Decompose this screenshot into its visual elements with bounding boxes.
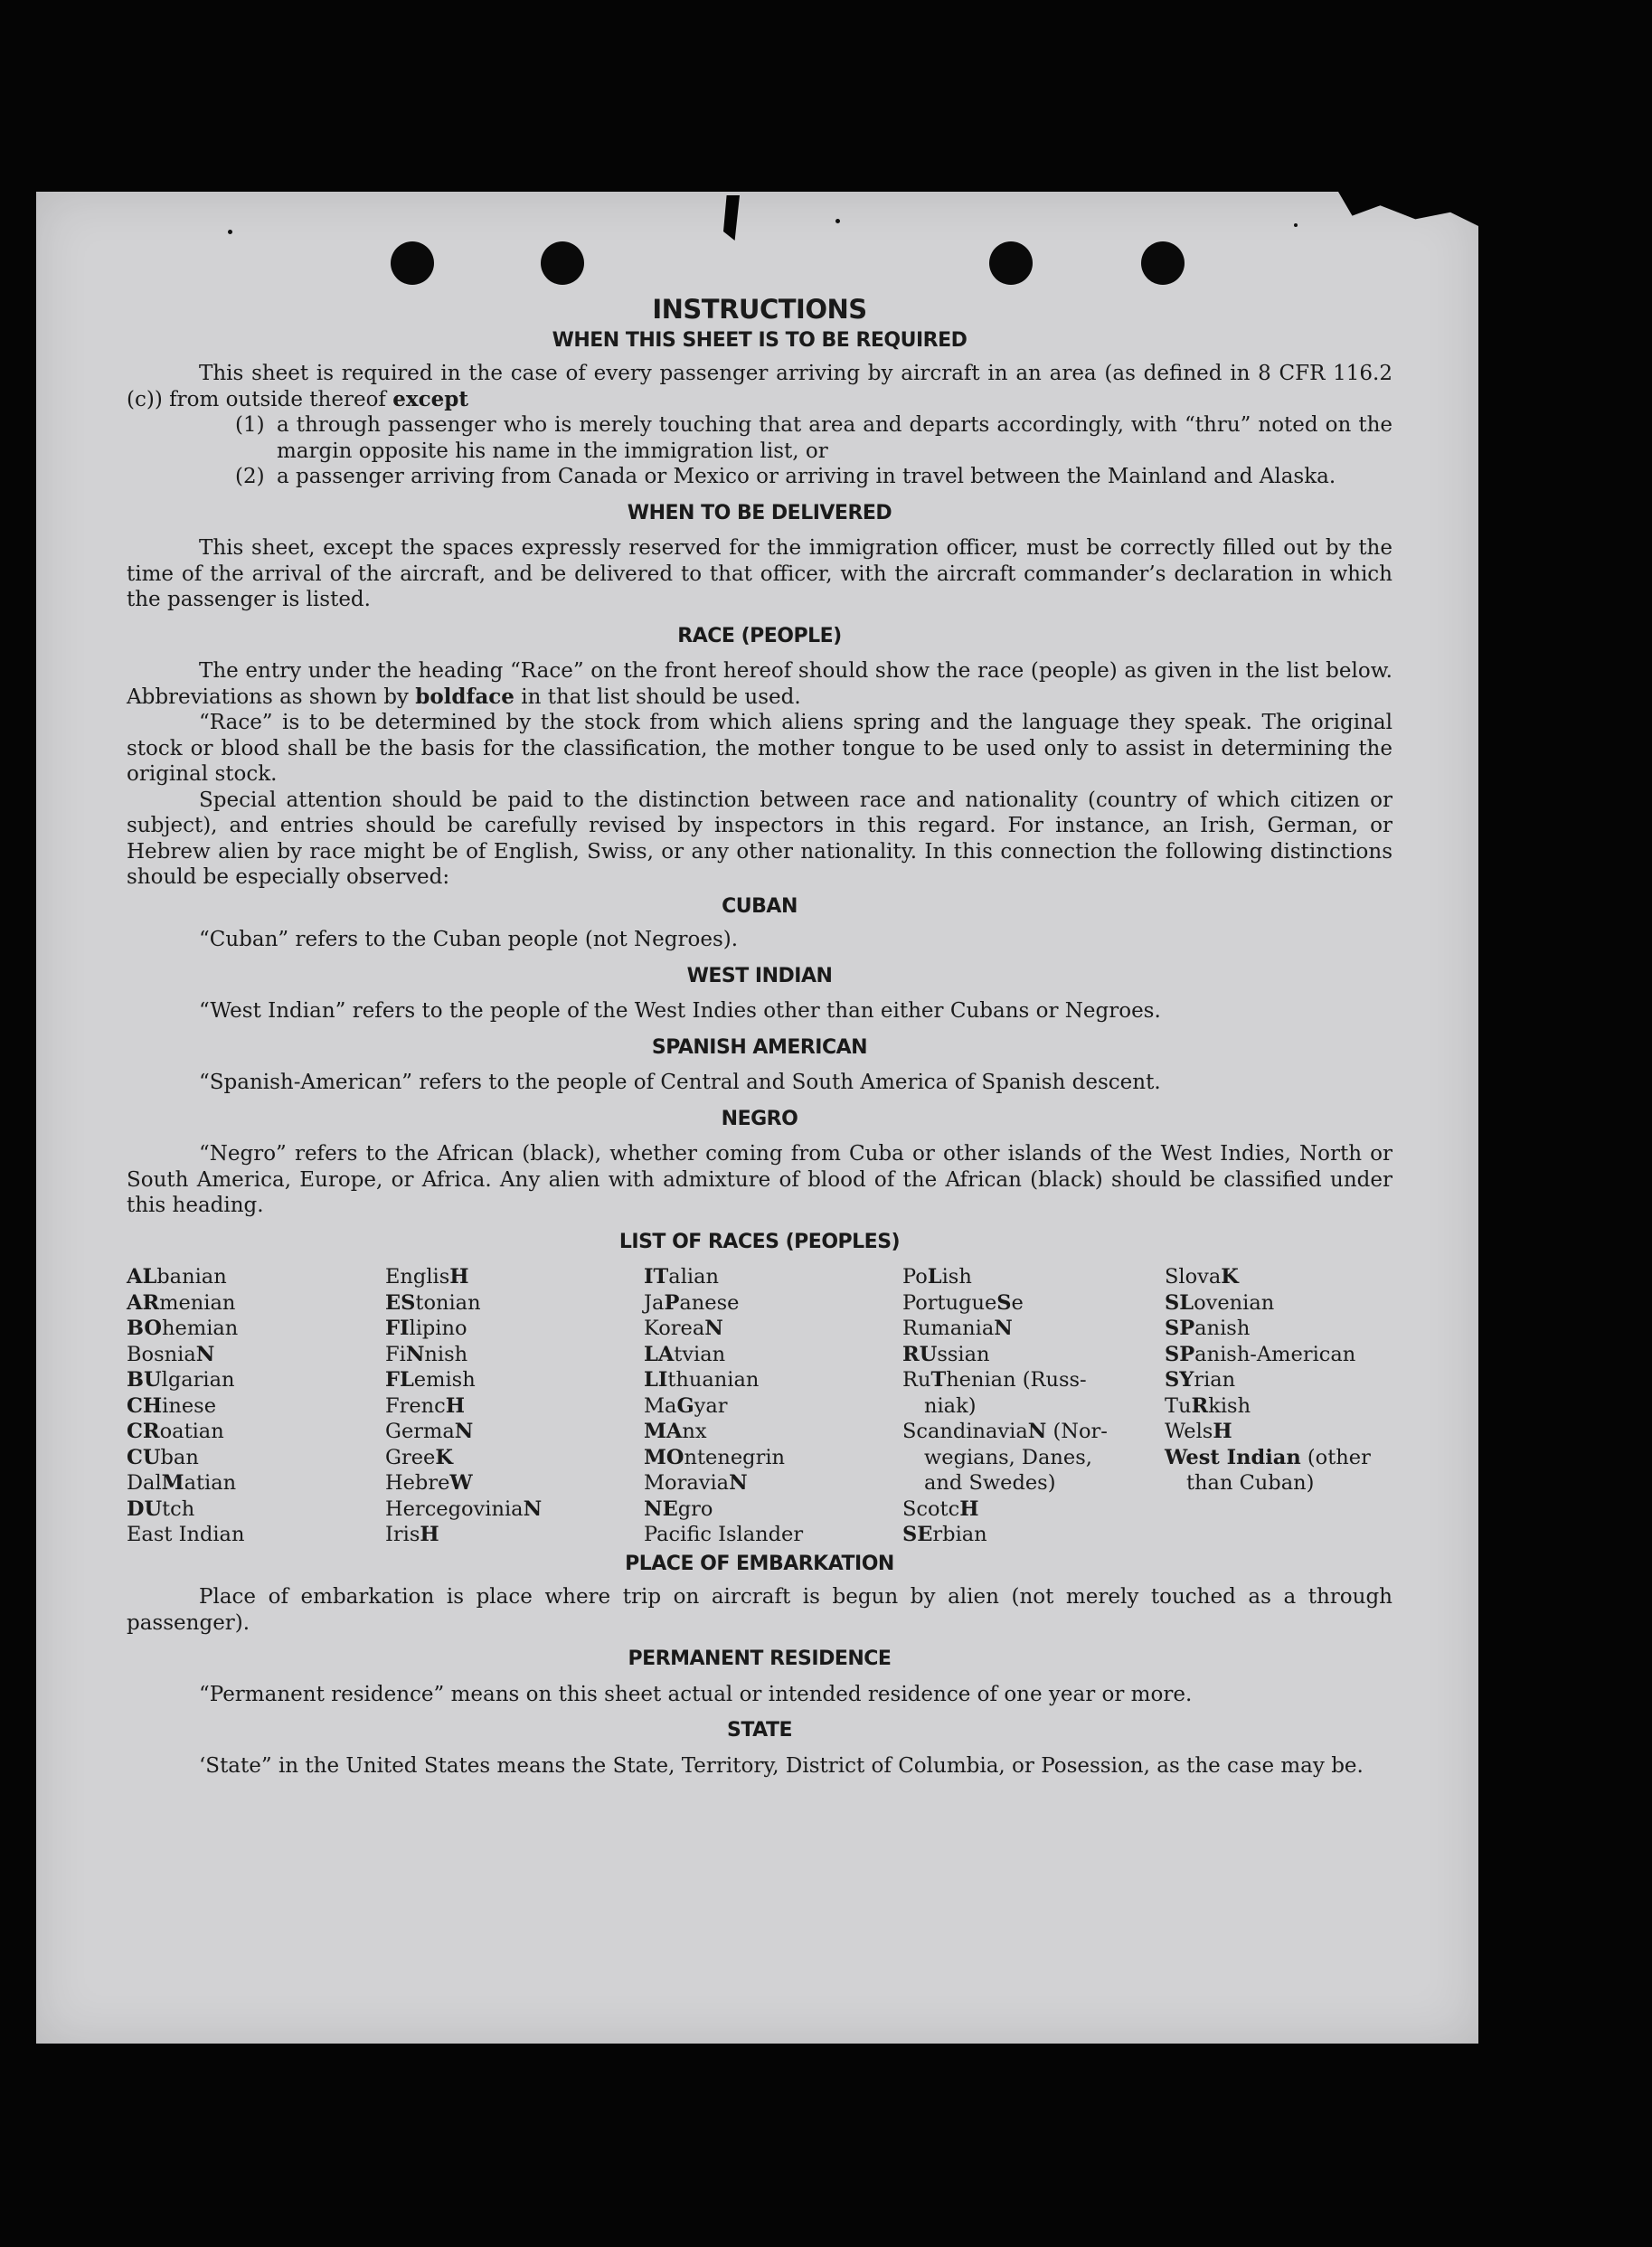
race-entry: BOhemian: [127, 1317, 239, 1340]
instructions-content: [127, 294, 1392, 1779]
list-item: (2) a passenger arriving from Canada or Mexico or arriving in travel between the Mainland and Alaska.: [235, 465, 1336, 488]
race-entry: DalMatian: [127, 1471, 237, 1495]
race-entry: MAnx: [644, 1420, 707, 1443]
heading-negro: NEGRO: [721, 1107, 798, 1130]
race-entry: FiNnish: [385, 1342, 468, 1366]
heading-list-of-races: LIST OF RACES (PEOPLES): [618, 1230, 901, 1253]
paragraph-embarkation: Place of embarkation is place where trip on aircraft is begun by alien (not merely touched as a through passenger).: [127, 1585, 1392, 1635]
race-entry: NEgro: [644, 1496, 713, 1521]
paragraph-race-1: The entry under the heading “Race” on the front hereof should show the race (people) as given in the list below. Abbreviations as shown by boldface in that list should be used.: [127, 659, 1392, 709]
punch-hole: [989, 241, 1033, 285]
race-entry: SPanish-American: [1165, 1342, 1356, 1366]
race-entry: than Cuban): [1186, 1471, 1315, 1495]
list-item: (1) a through passenger who is merely touching that area and departs accordingly, with “thru” noted on the margin opposite his name in the immigration list, or: [235, 413, 1392, 463]
race-entry: niak): [924, 1393, 977, 1418]
heading-race: RACE (PEOPLE): [677, 624, 842, 647]
heading-when-required: WHEN THIS SHEET IS TO BE REQUIRED: [552, 328, 968, 352]
race-entry: FIlipino: [385, 1317, 467, 1340]
paragraph-residence: “Permanent residence” means on this sheet actual or intended residence of one year or more.: [199, 1682, 1193, 1706]
race-entry: ARmenian: [127, 1290, 236, 1315]
race-entry: PortugueSe: [902, 1290, 1024, 1315]
race-entry: LAtvian: [644, 1342, 726, 1366]
race-entry: ScotcH: [902, 1496, 979, 1521]
heading-when-delivered: WHEN TO BE DELIVERED: [627, 501, 892, 524]
race-entry: SLovenian: [1165, 1290, 1275, 1315]
race-entry: EnglisH: [385, 1265, 469, 1289]
races-list: [127, 1264, 1392, 1548]
torn-mark: [723, 195, 740, 241]
races-column: [385, 1264, 644, 1548]
paragraph-spanish-american: “Spanish-American” refers to the people of Central and South America of Spanish descent.: [199, 1071, 1161, 1094]
race-entry: MaGyar: [644, 1393, 728, 1418]
race-entry: RUssian: [902, 1342, 990, 1366]
paragraph-delivered: This sheet, except the spaces expressly reserved for the immigration officer, must be correctly filled out by the time of the arrival of the aircraft, and be delivered to that officer, with the aircraft commander’s declaration in which the passenger is listed.: [127, 536, 1392, 611]
paragraph-race-2: “Race” is to be determined by the stock from which aliens spring and the language they speak. The original stock or blood shall be the basis for the classification, the mother tongue to be used only to assist in determining the original stock.: [127, 711, 1392, 786]
paragraph-west-indian: “West Indian” refers to the people of the West Indies other than either Cubans or Negroes.: [199, 999, 1161, 1023]
race-entry: DUtch: [127, 1496, 195, 1521]
race-entry: MoraviaN: [644, 1471, 748, 1495]
race-entry: SlovaK: [1165, 1265, 1239, 1289]
race-entry: PoLish: [902, 1265, 972, 1289]
paragraph-race-3: Special attention should be paid to the distinction between race and nationality (country of which citizen or subject), and entries should be carefully revised by inspectors in this regard. For instance, an Irish, German, or Hebrew alien by race might be of English, Swiss, or any other nationality. In this connection the following distinctions should be especially observed:: [127, 788, 1392, 889]
race-entry: ScandinaviaN (Nor-: [902, 1420, 1108, 1443]
race-entry: CUban: [127, 1445, 199, 1469]
race-entry: CHinese: [127, 1393, 217, 1418]
race-entry: wegians, Danes,: [924, 1445, 1092, 1469]
race-entry: BosniaN: [127, 1342, 215, 1366]
heading-west-indian: WEST INDIAN: [686, 964, 833, 987]
paragraph-required: This sheet is required in the case of every passenger arriving by aircraft in an area (as defined in 8 CFR 116.2 (c)) from outside thereof except: [127, 362, 1392, 411]
paragraph-state: ‘State” in the United States means the State, Territory, District of Columbia, or Posession, as the case may be.: [199, 1753, 1364, 1778]
race-entry: GermaN: [385, 1420, 474, 1443]
races-column: [644, 1264, 902, 1548]
race-entry: TuRkish: [1165, 1393, 1251, 1418]
race-entry: FLemish: [385, 1368, 476, 1392]
torn-corner: [1338, 192, 1478, 226]
race-entry: HebreW: [385, 1471, 473, 1495]
punch-hole: [541, 241, 584, 285]
ink-speck: [1294, 223, 1298, 227]
race-entry: ALbanian: [127, 1265, 227, 1289]
race-entry: MOntenegrin: [644, 1445, 786, 1469]
race-entry: WelsH: [1165, 1420, 1232, 1443]
race-entry: ITalian: [644, 1265, 719, 1289]
race-entry: BUlgarian: [127, 1368, 235, 1392]
races-column: [1165, 1264, 1392, 1548]
heading-place-of-embarkation: PLACE OF EMBARKATION: [625, 1552, 894, 1575]
race-entry: and Swedes): [924, 1471, 1056, 1495]
punch-hole: [391, 241, 434, 285]
race-entry: HercegoviniaN: [385, 1496, 543, 1521]
race-entry: FrencH: [385, 1393, 466, 1418]
race-entry: SPanish: [1165, 1317, 1251, 1340]
heading-cuban: CUBAN: [722, 894, 798, 918]
races-column: [902, 1264, 1165, 1548]
race-entry: IrisH: [385, 1523, 439, 1546]
punch-hole: [1141, 241, 1185, 285]
page-title: INSTRUCTIONS: [652, 294, 867, 325]
heading-spanish-american: SPANISH AMERICAN: [651, 1035, 868, 1059]
paragraph-negro: “Negro” refers to the African (black), whether coming from Cuba or other islands of the West Indies, North or South America, Europe, or Africa. Any alien with admixture of blood of the African (black) should be classified under this heading.: [127, 1142, 1392, 1217]
race-entry: CRoatian: [127, 1420, 224, 1443]
race-entry: Pacific Islander: [644, 1523, 804, 1546]
race-entry: SYrian: [1165, 1368, 1236, 1392]
heading-permanent-residence: PERMANENT RESIDENCE: [628, 1647, 892, 1670]
race-entry: GreeK: [385, 1445, 453, 1469]
races-column: [127, 1264, 385, 1548]
race-entry: West Indian (other: [1165, 1445, 1371, 1469]
race-entry: JaPanese: [644, 1290, 740, 1315]
race-entry: LIthuanian: [644, 1368, 760, 1392]
race-entry: RumaniaN: [902, 1317, 1013, 1340]
race-entry: SErbian: [902, 1523, 987, 1546]
paragraph-cuban: “Cuban” refers to the Cuban people (not Negroes).: [199, 928, 739, 951]
race-entry: KoreaN: [644, 1317, 723, 1340]
race-entry: East Indian: [127, 1523, 245, 1546]
ink-speck: [835, 219, 840, 223]
heading-state: STATE: [727, 1719, 792, 1742]
ink-speck: [228, 230, 232, 234]
race-entry: EStonian: [385, 1290, 481, 1315]
race-entry: RuThenian (Russ-: [902, 1368, 1087, 1392]
